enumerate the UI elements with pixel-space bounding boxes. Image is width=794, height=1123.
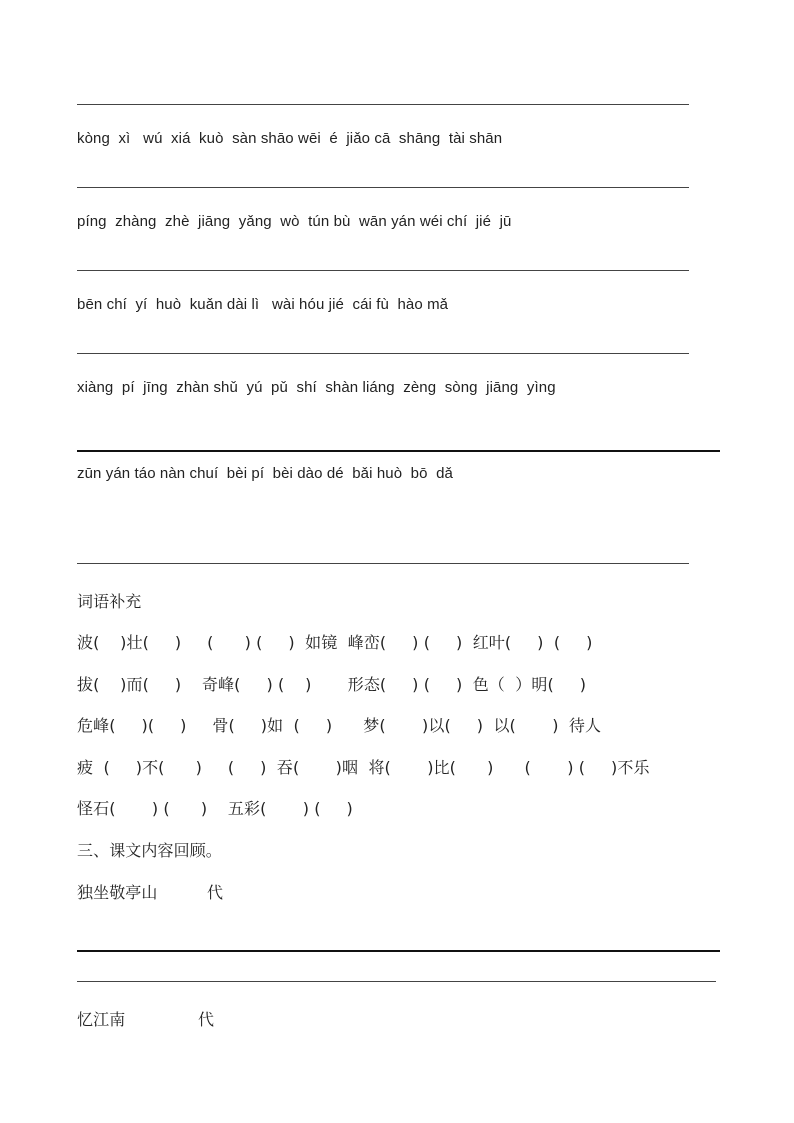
answer-line-4[interactable]	[77, 353, 689, 354]
answer-line-7[interactable]	[77, 950, 720, 952]
section-title-words: 词语补充	[77, 592, 142, 611]
poem-dynasty-2: 代	[198, 1010, 215, 1029]
answer-line-5[interactable]	[77, 450, 720, 452]
poem-title-1: 独坐敬亭山	[77, 883, 158, 902]
pinyin-row-3: bēn chí yí huò kuǎn dài lì wài hóu jié cái fù hào mǎ	[77, 296, 449, 313]
word-fill-row-5: 怪石( ) ( ) 五彩( ) ( )	[77, 799, 353, 818]
pinyin-row-1: kòng xì wú xiá kuò sàn shāo wēi é jiǎo cā shāng tài shān	[77, 130, 503, 147]
answer-line-1[interactable]	[77, 104, 689, 105]
section-title-review: 三、课文内容回顾。	[77, 841, 222, 860]
poem-title-2: 忆江南	[77, 1010, 126, 1029]
answer-line-8[interactable]	[77, 981, 716, 982]
word-fill-row-4: 疲 ( )不( ) ( ) 吞( )咽 将( )比( ) ( ) ( )不乐	[77, 758, 650, 777]
answer-line-2[interactable]	[77, 187, 689, 188]
answer-line-6[interactable]	[77, 563, 689, 564]
word-fill-row-1: 波( )壮( ) ( ) ( ) 如镜 峰峦( ) ( ) 红叶( ) ( )	[77, 633, 593, 652]
answer-line-3[interactable]	[77, 270, 689, 271]
pinyin-row-4: xiàng pí jīng zhàn shǔ yú pǔ shí shàn liáng zèng sòng jiāng yìng	[77, 379, 556, 396]
pinyin-row-5: zūn yán táo nàn chuí bèi pí bèi dào dé bǎi huò bō dǎ	[77, 465, 453, 482]
word-fill-row-3: 危峰( )( ) 骨( )如 ( ) 梦( )以( ) 以( ) 待人	[77, 716, 602, 735]
word-fill-row-2: 拔( )而( ) 奇峰( ) ( ) 形态( ) ( ) 色（ ）明( )	[77, 675, 587, 694]
pinyin-row-2: píng zhàng zhè jiāng yǎng wò tún bù wān yán wéi chí jié jū	[77, 213, 512, 230]
poem-dynasty-1: 代	[207, 883, 224, 902]
